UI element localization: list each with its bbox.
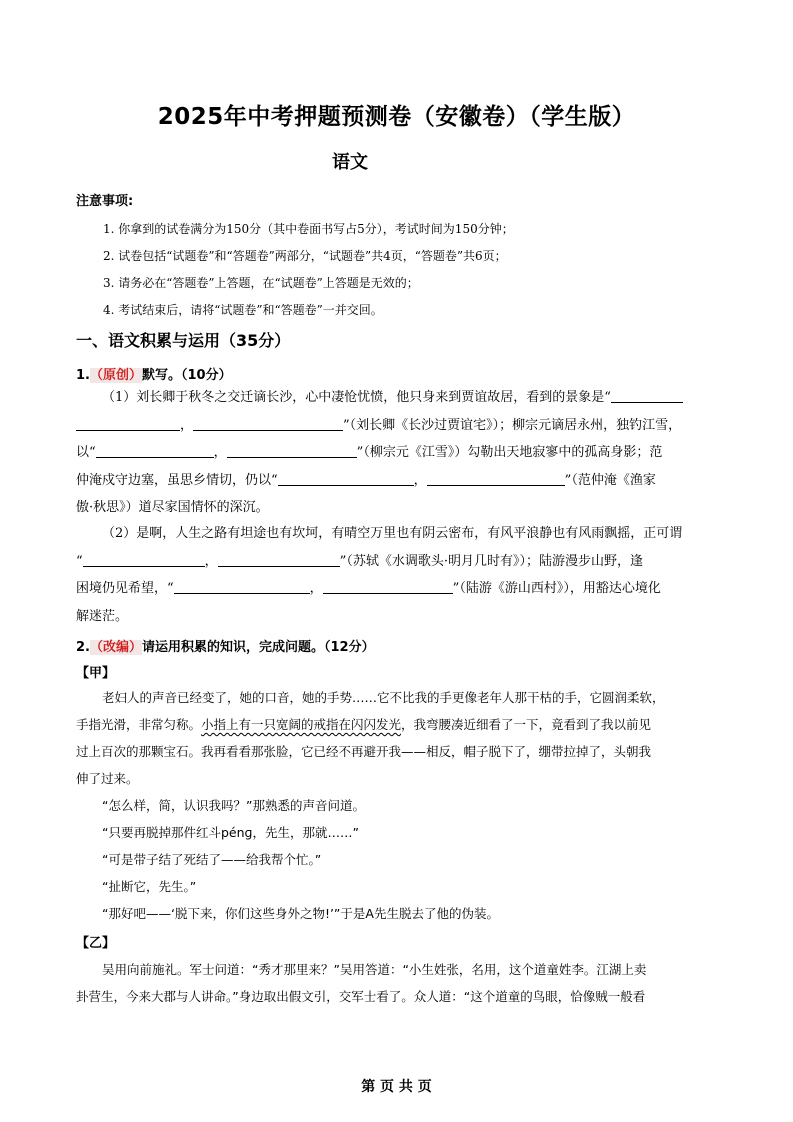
text-line: ”（范仲淹《渔家 (564, 472, 656, 488)
adapted-tag: （改编） (89, 640, 142, 655)
text-line: 手指光滑，非常匀称。 (76, 717, 202, 732)
answer-blank[interactable] (193, 416, 343, 431)
answer-blank[interactable] (323, 579, 453, 594)
text-line: （1）刘长卿于秋冬之交迁谪长沙，心中凄怆忧愤，他只身来到贾谊故居，看到的景象是“ (102, 390, 611, 405)
question-text: 默写。（10分） (142, 368, 232, 383)
text-line: ， (413, 472, 427, 488)
text-line: 过上百次的那颗宝石。我再看看那张脸，它已经不再避开我——相反，帽子脱下了，绷带拉掉了，头朝我 (76, 744, 652, 759)
answer-blank[interactable] (83, 552, 205, 567)
page-title: 2025年中考押题预测卷（安徽卷）（学生版） (157, 104, 636, 130)
text-line: ， (204, 553, 218, 569)
question-1-heading (76, 364, 232, 383)
page-footer: 第 页 共 页 (361, 1079, 432, 1095)
answer-blank[interactable] (427, 471, 565, 486)
text-line: 吴用向前施礼。军士问道：“秀才那里来？”吴用答道：“小生姓张，名用，这个道童姓李。江湖上卖 (102, 962, 647, 977)
notice-heading: 注意事项: (76, 194, 134, 209)
text-line: 仲淹戍守边塞，虽思乡情切，仍以“ (76, 472, 278, 488)
dialogue-line: “扯断它，先生。” (102, 879, 197, 894)
dialogue-line: “可是带子结了死结了——给我帮个忙。” (102, 852, 322, 867)
text-line: 老妇人的声音已经变了，她的口音，她的手势……它不比我的手更像老年人那干枯的手，它圆润柔软， (102, 690, 665, 705)
text-line: 伸了过来。 (76, 771, 139, 786)
answer-blank[interactable] (174, 579, 310, 594)
text-line: ， (180, 417, 194, 433)
wavy-underlined-sentence: 小指上有一只宽阔的戒指在闪闪发光 (201, 717, 402, 732)
dialogue-line: “那好吧——‘脱下来，你们这些身外之物!’”于是A先生脱去了他的伪装。 (102, 906, 499, 921)
text-line: “ (76, 553, 83, 569)
question-number: 1. (76, 368, 90, 383)
answer-blank[interactable] (96, 443, 214, 458)
text-line: （2）是啊，人生之路有坦途也有坎坷，有晴空万里也有阴云密布，有风平浪静也有风雨飘摇，正可谓 (102, 526, 683, 541)
subject-title: 语文 (332, 152, 368, 173)
section-heading: 一、语文积累与运用（35分） (76, 331, 291, 350)
question-number: 2. (76, 640, 90, 655)
answer-blank[interactable] (278, 471, 414, 486)
answer-blank[interactable] (227, 443, 357, 458)
notice-item: 4. 考试结束后，请将“试题卷”和“答题卷”一并交回。 (103, 303, 383, 317)
notice-item: 3. 请务必在“答题卷”上答题，在“试题卷”上答题是无效的； (103, 276, 419, 290)
notice-item: 2. 试卷包括“试题卷”和“答题卷”两部分，“试题卷”共4页，“答题卷”共6页； (103, 249, 507, 263)
text-line: ，我弯腰凑近细看了一下，竟看到了我以前见 (401, 717, 652, 732)
question-1-part-2 (76, 520, 722, 630)
question-1-part-1 (76, 384, 722, 522)
text-line: 卦营生，今来大郡与人讲命。”身边取出假文引，交军士看了。众人道：“这个道童的鸟眼，恰像贼一般看 (76, 989, 646, 1004)
text-line: 以“ (76, 445, 96, 460)
text-line: ”（陆游《游山西村》），用豁达心境化 (452, 581, 661, 596)
text-line: 困境仍见希望，“ (76, 581, 174, 596)
passage-label-yi: 【乙】 (76, 936, 116, 951)
answer-blank[interactable] (76, 416, 180, 431)
question-2-heading (76, 636, 375, 655)
text-line: ”（柳宗元《江雪》）勾勒出天地寂寥中的孤高身影；范 (356, 445, 663, 460)
passage-label-jia: 【甲】 (76, 666, 116, 681)
notice-item: 1. 你拿到的试卷满分为150分（其中卷面书写占5分），考试时间为150分钟； (103, 222, 514, 236)
text-line: ， (213, 445, 227, 460)
question-text: 请运用积累的知识，完成问题。（12分） (142, 640, 375, 655)
text-line: ， (309, 581, 323, 596)
text-line: 解迷茫。 (76, 608, 129, 624)
original-tag: （原创） (89, 368, 142, 383)
passage-jia (76, 684, 722, 927)
text-line: ”（苏轼《水调歌头·明月几时有》）；陆游漫步山野，逢 (339, 553, 643, 569)
dialogue-line: “怎么样，简，认识我吗？”那熟悉的声音问道。 (102, 798, 365, 813)
dialogue-line: “只要再脱掉那件红斗pénɡ，先生，那就……” (102, 825, 359, 840)
answer-blank[interactable] (611, 388, 683, 403)
text-line: ”（刘长卿《长沙过贾谊宅》）；柳宗元谪居永州，独钓江雪， (343, 417, 682, 433)
text-line: 傲·秋思》）道尽家国情怀的深沉。 (76, 500, 269, 515)
answer-blank[interactable] (218, 552, 340, 567)
passage-yi (76, 956, 722, 1010)
